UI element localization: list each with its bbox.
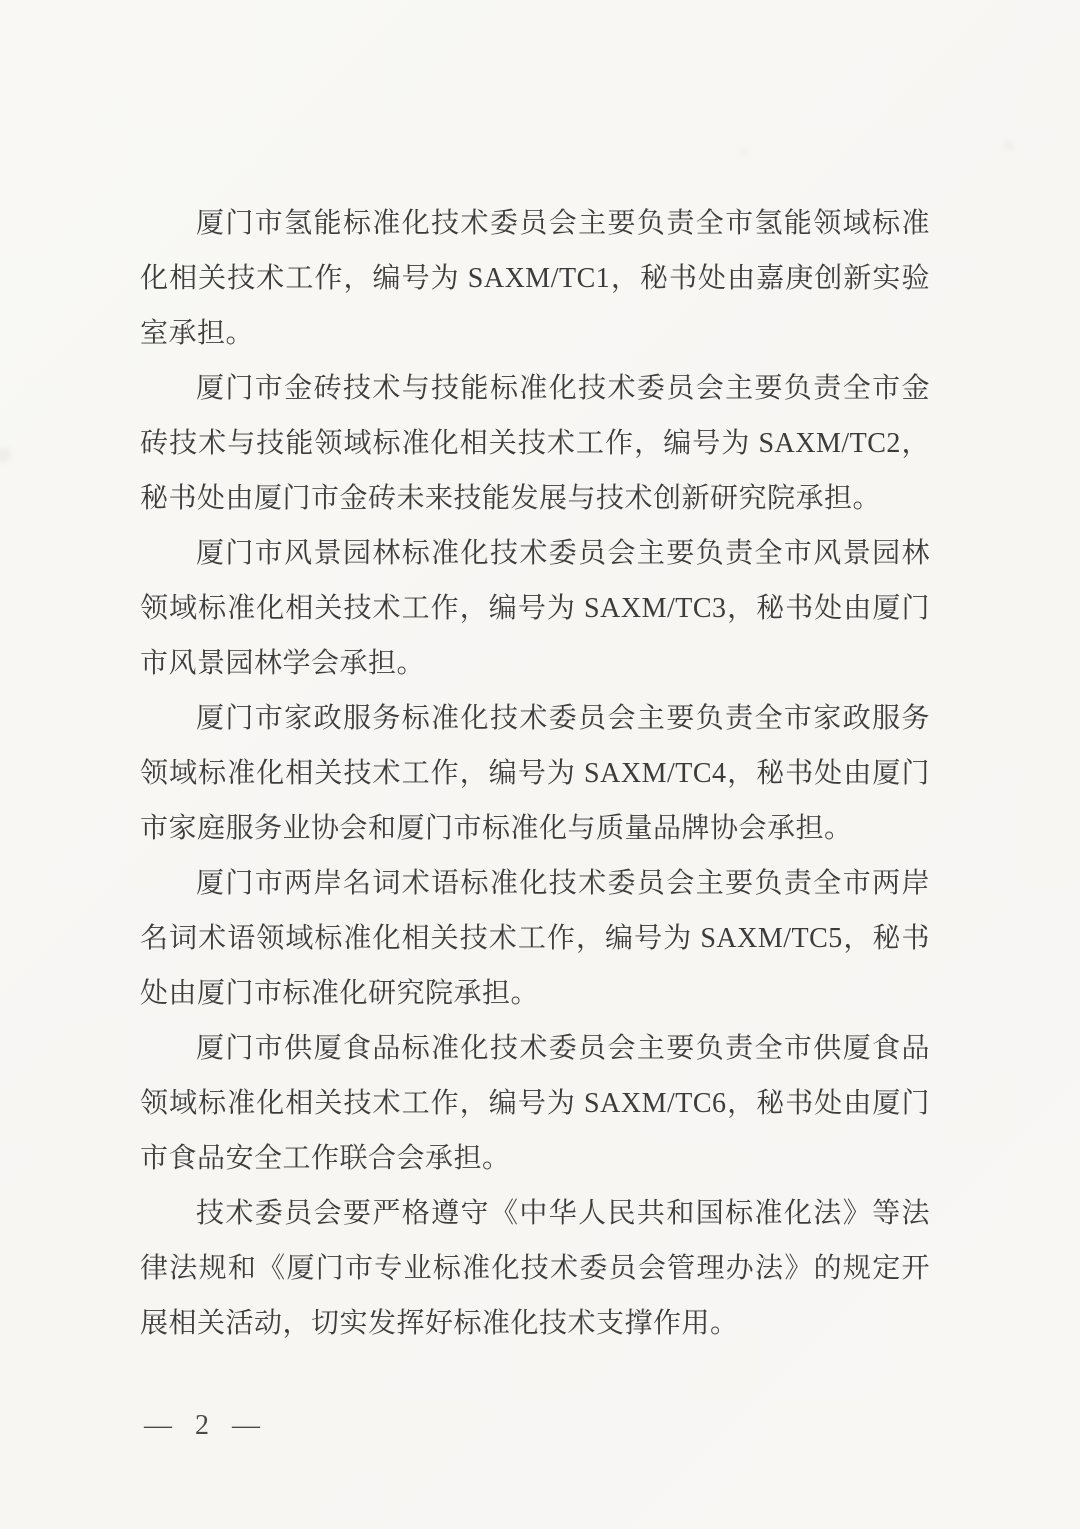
paragraph [140, 691, 930, 856]
text-line: 展相关活动，切实发挥好标准化技术支撑作用。 [140, 1308, 739, 1339]
paragraph [140, 526, 930, 691]
text-line: 化相关技术工作，编号为 SAXM/TC1，秘书处由嘉庚创新实验 [140, 263, 930, 294]
text-line: 厦门市风景园林标准化技术委员会主要负责全市风景园林 [196, 538, 930, 569]
text-line: 领域标准化相关技术工作，编号为 SAXM/TC4，秘书处由厦门 [140, 758, 930, 789]
scan-artifact [740, 148, 750, 156]
scan-artifact [1002, 140, 1016, 150]
text-line: 领域标准化相关技术工作，编号为 SAXM/TC3，秘书处由厦门 [140, 593, 930, 624]
text-line: 市食品安全工作联合会承担。 [140, 1143, 511, 1174]
text-line: 处由厦门市标准化研究院承担。 [140, 978, 540, 1009]
document-body [140, 196, 930, 1351]
page-number: — 2 — [144, 1410, 268, 1441]
text-line: 市家庭服务业协会和厦门市标准化与质量品牌协会承担。 [140, 813, 853, 844]
paragraph [140, 856, 930, 1021]
text-line: 厦门市供厦食品标准化技术委员会主要负责全市供厦食品 [196, 1033, 930, 1064]
paragraph [140, 1186, 930, 1351]
text-line: 领域标准化相关技术工作，编号为 SAXM/TC6，秘书处由厦门 [140, 1088, 930, 1119]
scan-artifact [0, 448, 12, 462]
paragraph [140, 361, 930, 526]
text-line: 砖技术与技能领域标准化相关技术工作，编号为 SAXM/TC2， [140, 428, 930, 459]
paragraph [140, 1021, 930, 1186]
text-line: 名词术语领域标准化相关技术工作，编号为 SAXM/TC5，秘书 [140, 923, 930, 954]
text-line: 厦门市两岸名词术语标准化技术委员会主要负责全市两岸 [196, 868, 930, 899]
text-line: 技术委员会要严格遵守《中华人民共和国标准化法》等法 [196, 1198, 930, 1229]
text-line: 厦门市金砖技术与技能标准化技术委员会主要负责全市金 [196, 373, 930, 404]
text-line: 律法规和《厦门市专业标准化技术委员会管理办法》的规定开 [140, 1253, 930, 1284]
text-line: 市风景园林学会承担。 [140, 648, 426, 679]
text-line: 秘书处由厦门市金砖未来技能发展与技术创新研究院承担。 [140, 483, 882, 514]
text-line: 室承担。 [140, 318, 255, 349]
text-line: 厦门市家政服务标准化技术委员会主要负责全市家政服务 [196, 703, 930, 734]
paragraph [140, 196, 930, 361]
text-line: 厦门市氢能标准化技术委员会主要负责全市氢能领域标准 [196, 208, 930, 239]
